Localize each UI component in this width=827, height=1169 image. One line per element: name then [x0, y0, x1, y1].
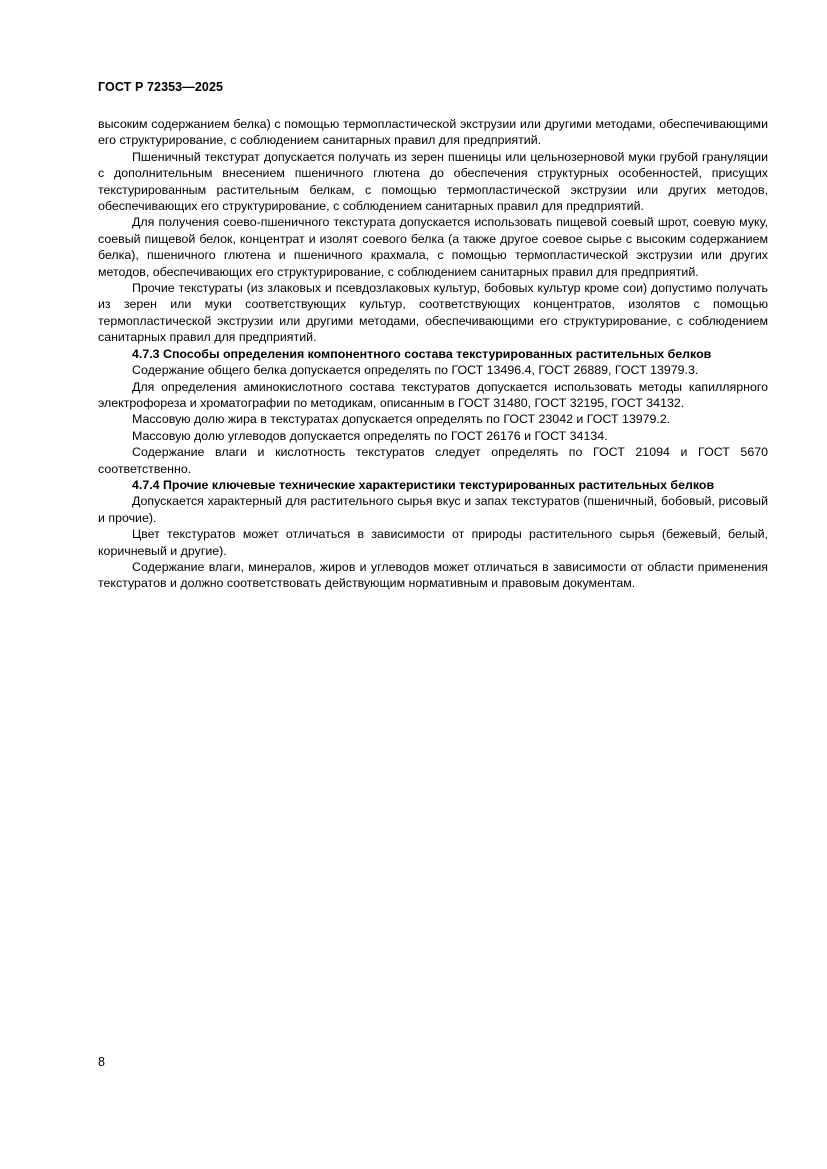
paragraph-continuation: высоким содержанием белка) с помощью термопластической экструзии или другими методами, обеспечивающими его структурирование, с соблюдением санитарных правил для предприятий.: [98, 117, 768, 148]
section-heading-4-7-3: 4.7.3 Способы определения компонентного состава текстурированных растительных белков: [132, 346, 712, 361]
paragraph-soy-wheat-texturate: Для получения соево-пшеничного текстурата допускается использовать пищевой соевый шрот, соевую муку, соевый пищевой белок, концентрат и изолят соевого белка (а также другое соевое сырье с высоким содержанием белка), пшеничного глютена и пшеничного крахмала, с помощью термопластической экструзии или других методов, обеспечивающих его структурирование, с соблюдением санитарных правил для предприятий.: [98, 215, 768, 279]
paragraph-carbohydrates: Массовую долю углеводов допускается определять по ГОСТ 26176 и ГОСТ 34134.: [132, 428, 608, 443]
paragraph-color: Цвет текстуратов может отличаться в зависимости от природы растительного сырья (бежевый, белый, коричневый и другие).: [98, 527, 768, 558]
section-heading-4-7-4: 4.7.4 Прочие ключевые технические характеристики текстурированных растительных белков: [132, 477, 715, 492]
page-number: 8: [98, 1055, 105, 1069]
paragraph-other-texturates: Прочие текстураты (из злаковых и псевдозлаковых культур, бобовых культур кроме сои) допустимо получать из зерен или муки соответствующих культур, соответствующих концентратов, изолятов с помощью термопластической экструзии или другими методами, обеспечивающими его структурирование, с соблюдением санитарных правил для предприятий.: [98, 281, 768, 345]
paragraph-amino-acid: Для определения аминокислотного состава текстуратов допускается использовать методы капиллярного электрофореза и хроматографии по методикам, описанным в ГОСТ 31480, ГОСТ 32195, ГОСТ 34132.: [98, 379, 768, 410]
paragraph-composition: Содержание влаги, минералов, жиров и углеводов может отличаться в зависимости от области применения текстуратов и должно соответствовать действующим нормативным и правовым документам.: [98, 559, 768, 591]
paragraph-total-protein: Содержание общего белка допускается определять по ГОСТ 13496.4, ГОСТ 26889, ГОСТ 13979.3.: [132, 363, 699, 378]
paragraph-wheat-texturate: Пшеничный текстурат допускается получать из зерен пшеницы или цельнозерновой муки грубой грануляции с дополнительным внесением пшеничного глютена до обеспечения структурных особенностей, присущих текстурированным растительным белкам, с помощью термопластической экструзии или других методов, обеспечивающих его структурирование, с соблюдением санитарных правил для предприятий.: [98, 149, 768, 214]
paragraph-taste-smell: Допускается характерный для растительного сырья вкус и запах текстуратов (пшеничный, бобовый, рисовый и прочие).: [98, 494, 768, 525]
document-header: ГОСТ Р 72353—2025: [98, 80, 224, 94]
document-body: [98, 116, 768, 592]
paragraph-fat-content: Массовую долю жира в текстуратах допускается определять по ГОСТ 23042 и ГОСТ 13979.2.: [132, 412, 671, 427]
paragraph-moisture-acidity: Содержание влаги и кислотность текстуратов следует определять по ГОСТ 21094 и ГОСТ 5670 соответственно.: [98, 445, 768, 476]
